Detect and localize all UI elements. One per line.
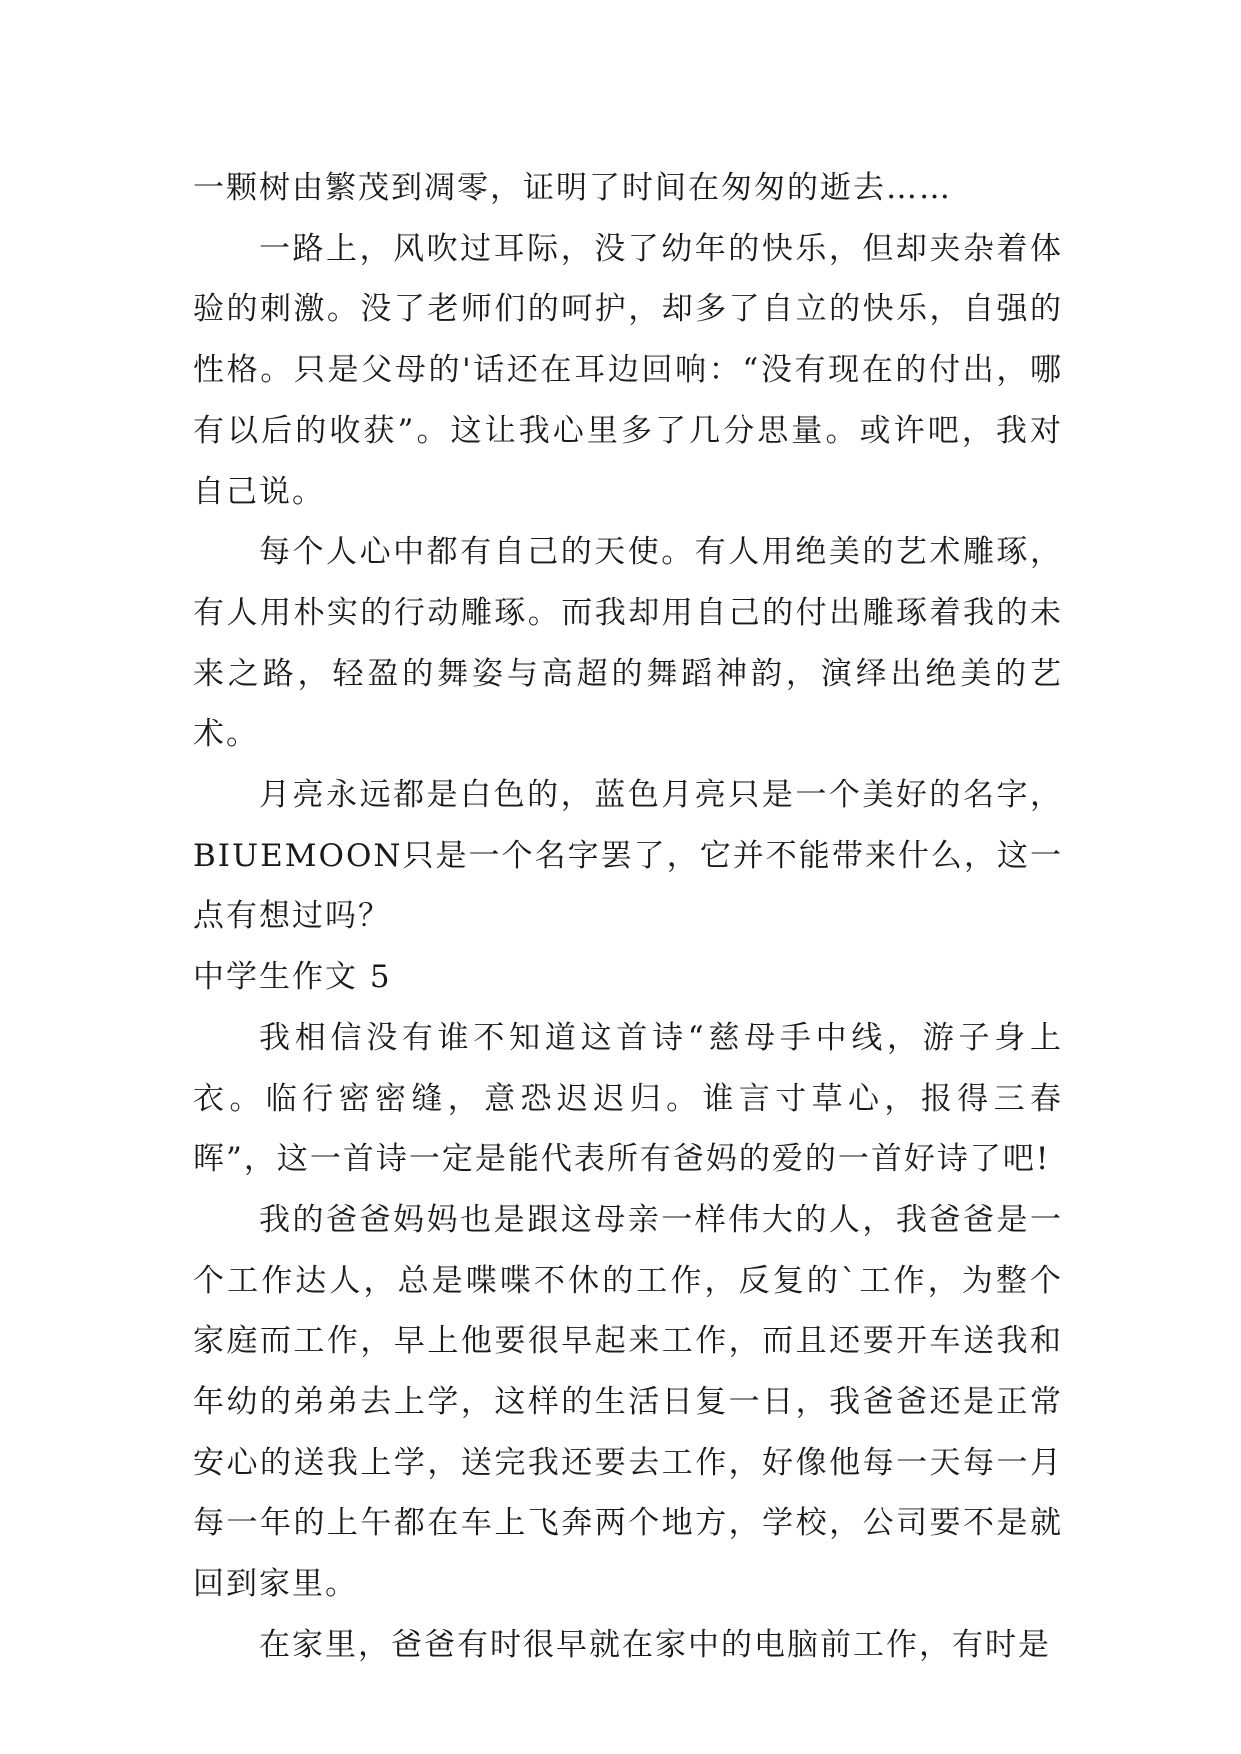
- paragraph-parents: 我的爸爸妈妈也是跟这母亲一样伟大的人，我爸爸是一个工作达人，总是喋喋不休的工作，反复的`工作，为整个家庭而工作，早上他要很早起来工作，而且还要开车送我和年幼的弟弟去上学，这样的生活日复一日，我爸爸还是正常安心的送我上学，送完我还要去工作，好像他每一天每一月每一年的上午都在车上飞奔两个地方，学校，公司要不是就回到家里。: [193, 1201, 1063, 1603]
- paragraph-poem: 我相信没有谁不知道这首诗“慈母手中线，游子身上衣。临行密密缝，意恐迟迟归。谁言寸草心，报得三春晖”，这一首诗一定是能代表所有爸妈的爱的一首好诗了吧!: [193, 1019, 1063, 1178]
- paragraph-tree-withering: 一颗树由繁茂到凋零，证明了时间在匆匆的逝去……: [193, 170, 952, 206]
- paragraph-at-home: 在家里，爸爸有时很早就在家中的电脑前工作，有时是: [259, 1626, 1051, 1663]
- paragraph-journey: 一路上，风吹过耳际，没了幼年的快乐，但却夹杂着体验的刺激。没了老师们的呵护，却多了自立的快乐，自强的性格。只是父母的'话还在耳边回响：“没有现在的付出，哪有以后的收获”。这让我心里多了几分思量。或许吧，我对自己说。: [193, 230, 1063, 510]
- document-page: [193, 158, 1063, 1676]
- paragraph-blue-moon: 月亮永远都是白色的，蓝色月亮只是一个美好的名字，BIUEMOON只是一个名字罢了，它并不能带来什么，这一点有想过吗？: [193, 777, 1063, 935]
- paragraph-angel: 每个人心中都有自己的天使。有人用绝美的艺术雕琢，有人用朴实的行动雕琢。而我却用自己的付出雕琢着我的未来之路，轻盈的舞姿与高超的舞蹈神韵，演绎出绝美的艺术。: [193, 534, 1063, 753]
- section-heading: 中学生作文 5: [193, 959, 392, 996]
